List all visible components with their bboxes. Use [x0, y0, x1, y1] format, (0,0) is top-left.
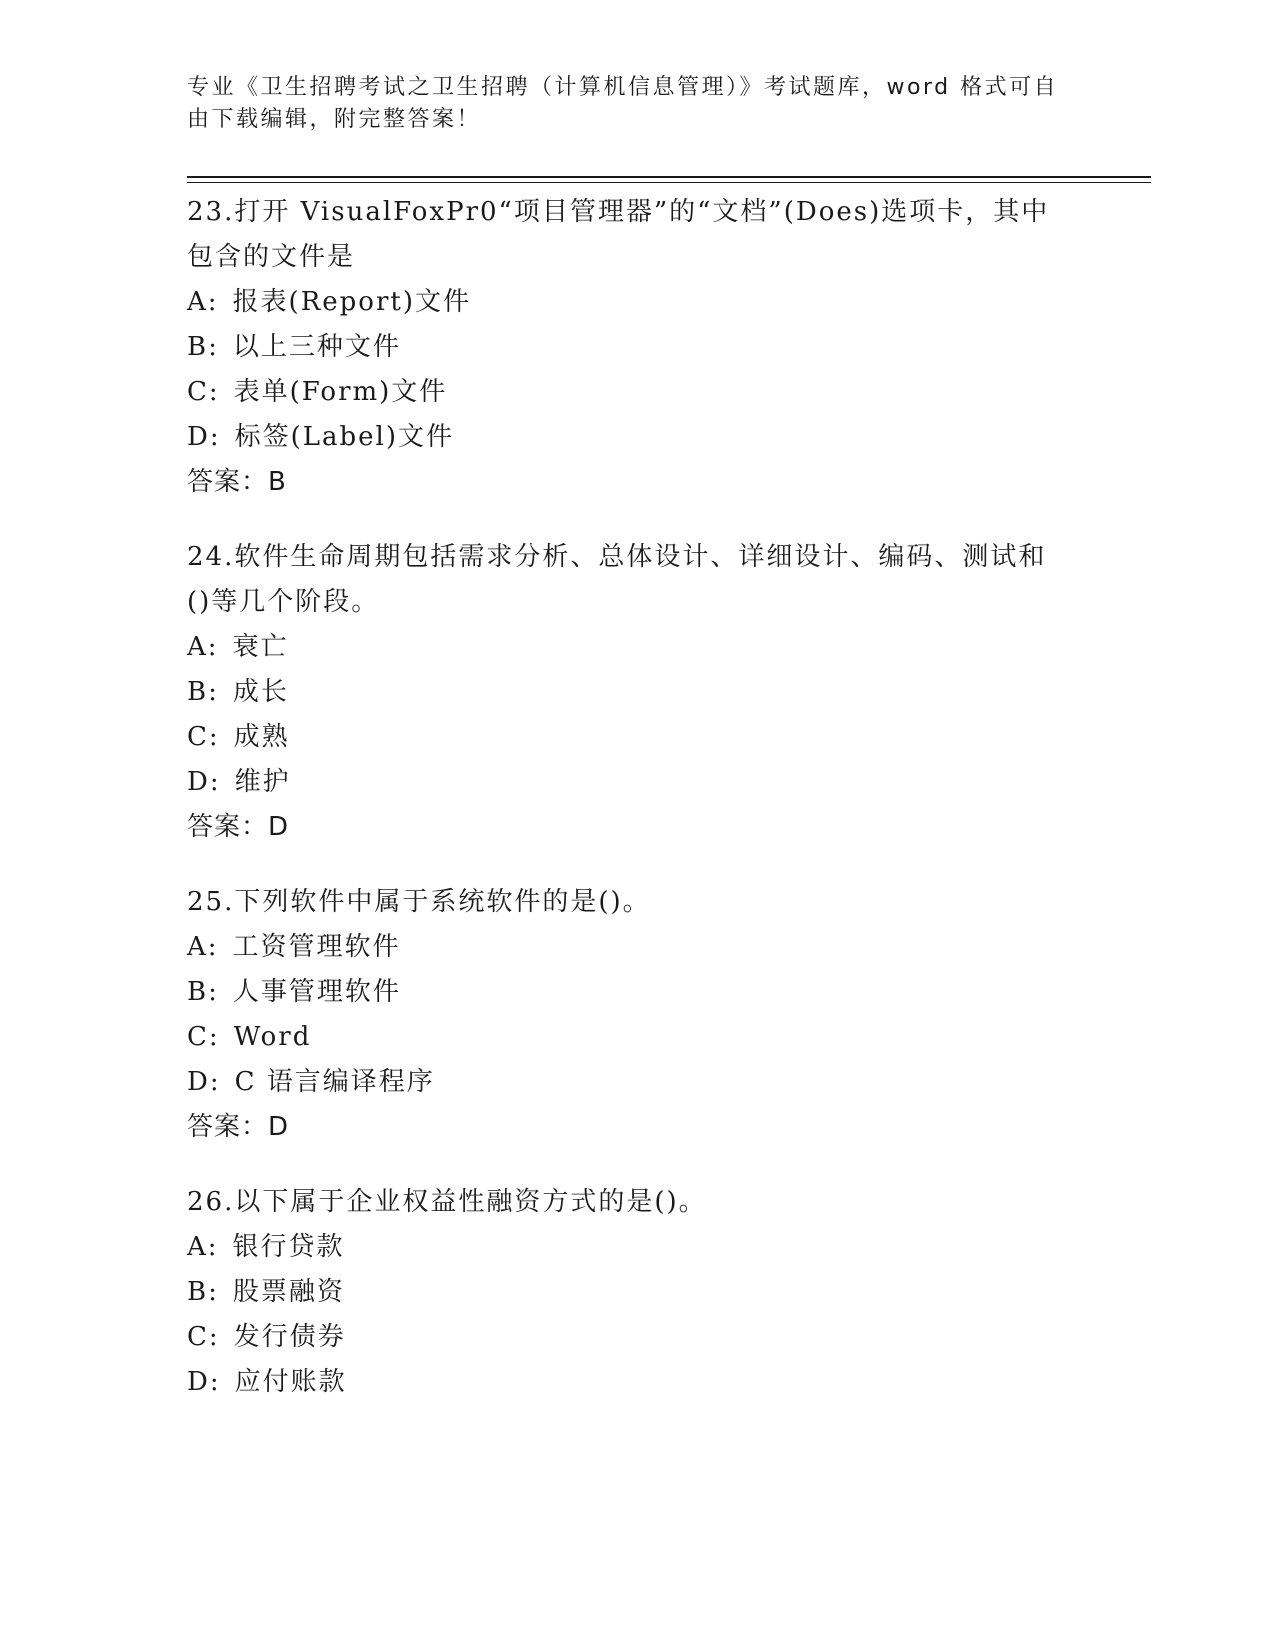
- option-key: C:: [187, 1022, 220, 1052]
- option-key: B:: [187, 677, 219, 707]
- option-key: C:: [187, 377, 220, 407]
- option-d: [187, 1060, 1107, 1105]
- option-key: A:: [187, 932, 219, 962]
- option-b: [187, 970, 1107, 1015]
- option-text: 成长: [232, 677, 289, 707]
- option-text: 以上三种文件: [232, 332, 401, 362]
- document-header: [187, 72, 1087, 136]
- option-key: B:: [187, 977, 219, 1007]
- question-stem: [187, 535, 1107, 625]
- header-divider-thick: [187, 176, 1151, 178]
- stem-line: 24.软件生命周期包括需求分析、总体设计、详细设计、编码、测试和: [187, 542, 1047, 572]
- question-stem: [187, 190, 1107, 280]
- option-key: B:: [187, 1277, 219, 1307]
- option-text: Word: [233, 1022, 312, 1052]
- stem-line: 26.以下属于企业权益性融资方式的是()。: [187, 1187, 707, 1217]
- option-text: 银行贷款: [232, 1232, 345, 1262]
- option-text: 成熟: [233, 722, 290, 752]
- question-26: [187, 1180, 1107, 1405]
- option-b: [187, 1270, 1107, 1315]
- option-text: 人事管理软件: [232, 977, 401, 1007]
- option-c: [187, 1015, 1107, 1060]
- option-text: 标签(Label)文件: [234, 422, 455, 452]
- option-text: 维护: [234, 767, 291, 797]
- stem-line: 23.打开 VisualFoxPr0“项目管理器”的“文档”(Does)选项卡，其中: [187, 197, 1050, 227]
- option-text: C 语言编译程序: [234, 1067, 435, 1097]
- stem-line: 25.下列软件中属于系统软件的是()。: [187, 887, 651, 917]
- question-24: [187, 535, 1107, 850]
- stem-line: ()等几个阶段。: [187, 587, 380, 617]
- option-b: [187, 670, 1107, 715]
- option-key: A:: [187, 1232, 219, 1262]
- question-stem: [187, 1180, 1107, 1225]
- option-key: C:: [187, 722, 220, 752]
- question-list: [187, 190, 1107, 1435]
- option-text: 股票融资: [232, 1277, 345, 1307]
- option-b: [187, 325, 1107, 370]
- option-key: C:: [187, 1322, 220, 1352]
- option-key: D:: [187, 422, 221, 452]
- option-d: [187, 415, 1107, 460]
- header-line-2: 由下载编辑，附完整答案！: [187, 107, 482, 132]
- option-key: A:: [187, 287, 219, 317]
- stem-line: 包含的文件是: [187, 242, 356, 272]
- option-key: D:: [187, 1067, 221, 1097]
- option-text: 表单(Form)文件: [233, 377, 448, 407]
- option-text: 发行债券: [233, 1322, 346, 1352]
- answer-line: 答案：D: [187, 1112, 290, 1142]
- option-text: 应付账款: [234, 1367, 347, 1397]
- header-line-1: 专业《卫生招聘考试之卫生招聘（计算机信息管理）》考试题库，word 格式可自: [187, 75, 1059, 100]
- option-c: [187, 1315, 1107, 1360]
- option-c: [187, 370, 1107, 415]
- option-a: [187, 925, 1107, 970]
- question-23: [187, 190, 1107, 505]
- option-key: B:: [187, 332, 219, 362]
- answer-line: 答案：D: [187, 812, 290, 842]
- option-text: 工资管理软件: [232, 932, 401, 962]
- question-stem: [187, 880, 1107, 925]
- answer-line: 答案：B: [187, 467, 287, 497]
- option-d: [187, 1360, 1107, 1405]
- option-text: 报表(Report)文件: [232, 287, 471, 317]
- header-divider-thin: [187, 182, 1151, 183]
- option-c: [187, 715, 1107, 760]
- option-a: [187, 1225, 1107, 1270]
- option-d: [187, 760, 1107, 805]
- option-a: [187, 280, 1107, 325]
- option-key: D:: [187, 767, 221, 797]
- question-25: [187, 880, 1107, 1150]
- option-a: [187, 625, 1107, 670]
- option-key: A:: [187, 632, 219, 662]
- option-key: D:: [187, 1367, 221, 1397]
- option-text: 衰亡: [232, 632, 289, 662]
